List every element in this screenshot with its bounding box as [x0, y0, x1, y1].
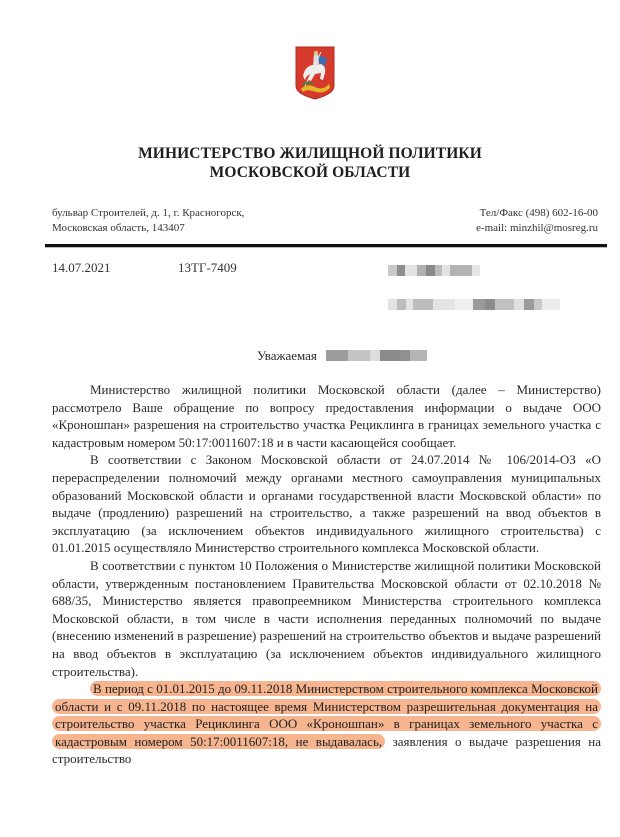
document-date: 14.07.2021	[52, 260, 111, 275]
document-number: 13ТГ-7409	[178, 260, 237, 275]
paragraph-1: Министерство жилищной политики Московской области (далее – Министерство) рассмотрело Ваше обращение по вопросу предоставления информации о выдаче ООО «Кроношпан» разрешения на строительство участка Рециклинга в границах земельного участка с кадастровым номером 50:17:0011607:18 и в части касающейся сообщает.	[52, 382, 601, 450]
ministry-title-line2: МОСКОВСКОЙ ОБЛАСТИ	[209, 164, 411, 181]
address-line2: Московская область, 143407	[52, 222, 185, 234]
salutation	[257, 348, 427, 364]
paragraph-3: В соответствии с пунктом 10 Положения о Министерстве жилищной политики Московской области, утвержденным постановлением Правительства Московской области от 02.10.2018 № 688/35, Министерство является правопреемником Министерства строительного комплекса Московской области, в том числе в части исполнения переданных полномочий по выдаче (внесению изменений в разрешение) разрешений на строительство объектов и выдаче разрешений на ввод объектов в эксплуатацию (за исключением объектов индивидуального жилищного строительства).	[52, 557, 601, 679]
recipient-redacted-line1	[388, 265, 480, 276]
salutation-prefix: Уважаемая	[257, 348, 317, 363]
paragraph-4	[52, 680, 601, 768]
contact-block	[476, 206, 598, 236]
letter-body	[52, 381, 601, 768]
coat-of-arms-icon	[295, 46, 335, 100]
address-block	[52, 206, 244, 236]
recipient-redacted-line2	[388, 299, 560, 310]
paragraph-4-continuation: заявления о выдаче разрешения на строительство	[52, 733, 602, 767]
paragraph-2: В соответствии с Законом Московской области от 24.07.2014 № 106/2014-ОЗ «О перераспределении полномочий между органами местного самоуправления муниципальных образований Московской области и органами государственной власти Московской области» по выдаче (продлению) разрешений на строительство, а также разрешений на ввод объектов в эксплуатацию (за исключением объектов индивидуального жилищного строительства) с 01.01.2015 осуществляло Министерство строительного комплекса Московской области.	[52, 452, 601, 556]
highlighted-statement: В период с 01.01.2015 до 09.11.2018 Министерством строительного комплекса Московской области и с 09.11.2018 по настоящее время Министерством разрешительная документация на строительство участка Рециклинга ООО «Кроношпан» в границах земельного участка с кадастровым номером 50:17:0011607:18, не выдавалась,	[52, 681, 601, 749]
email: e-mail: minzhil@mosreg.ru	[476, 222, 598, 234]
ministry-title	[0, 144, 620, 182]
header-divider	[45, 244, 607, 247]
salutation-name-redacted	[326, 350, 427, 361]
phone-fax: Тел/Факс (498) 602-16-00	[479, 207, 598, 219]
address-line1: бульвар Строителей, д. 1, г. Красногорск,	[52, 207, 245, 219]
ministry-title-line1: МИНИСТЕРСТВО ЖИЛИЩНОЙ ПОЛИТИКИ	[138, 145, 482, 162]
page-bottom-fade	[0, 808, 620, 837]
